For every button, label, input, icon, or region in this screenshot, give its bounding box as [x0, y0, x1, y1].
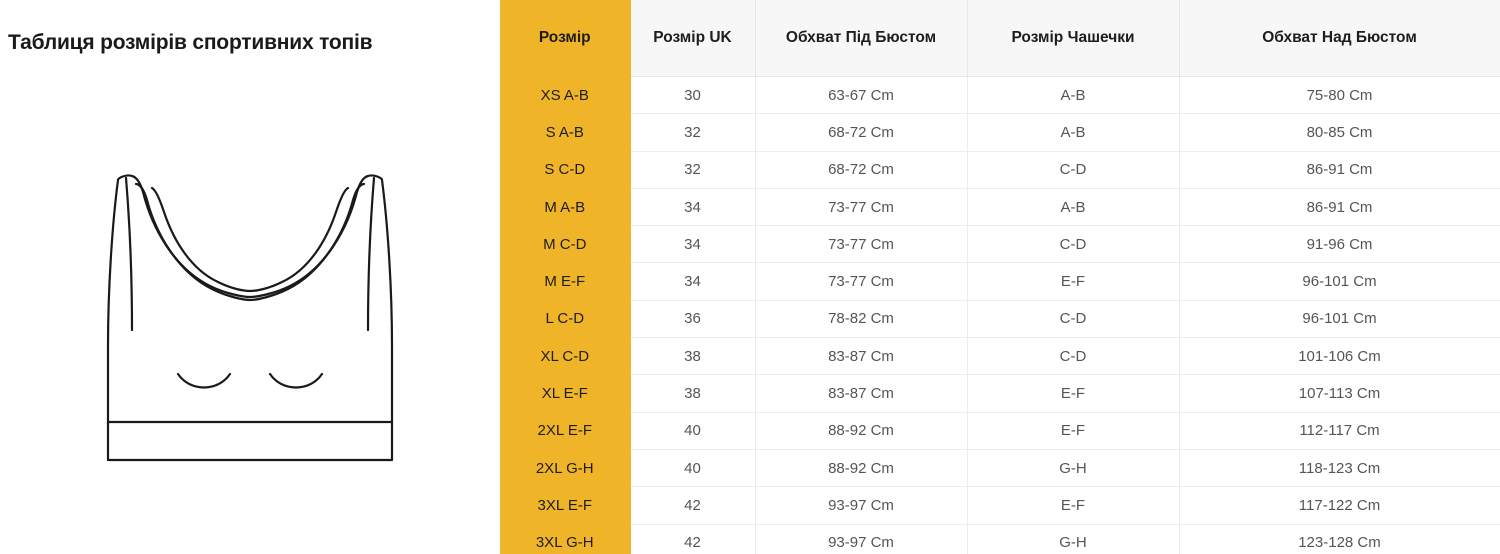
page-title: Таблиця розмірів спортивних топів: [8, 31, 373, 54]
cell-size: M C-D: [500, 226, 630, 263]
cell-cup-size: E-F: [967, 487, 1179, 524]
cell-size: 2XL E-F: [500, 412, 630, 449]
cell-underbust: 83-87 Cm: [755, 338, 967, 375]
cell-size: S A-B: [500, 114, 630, 151]
table-row: [500, 375, 1500, 412]
cell-uk-size: 40: [630, 412, 755, 449]
cell-cup-size: C-D: [967, 226, 1179, 263]
column-header-cup-size: Розмір Чашечки: [967, 0, 1179, 77]
cell-uk-size: 34: [630, 188, 755, 225]
cell-uk-size: 32: [630, 151, 755, 188]
cell-overbust: 107-113 Cm: [1179, 375, 1500, 412]
table-row: [500, 412, 1500, 449]
cell-underbust: 93-97 Cm: [755, 487, 967, 524]
cell-underbust: 93-97 Cm: [755, 524, 967, 554]
table-row: [500, 487, 1500, 524]
cell-size: M A-B: [500, 188, 630, 225]
size-table-container: [500, 0, 1500, 554]
cell-overbust: 117-122 Cm: [1179, 487, 1500, 524]
cell-overbust: 96-101 Cm: [1179, 300, 1500, 337]
cell-overbust: 101-106 Cm: [1179, 338, 1500, 375]
table-row: [500, 263, 1500, 300]
cell-uk-size: 34: [630, 263, 755, 300]
cell-cup-size: C-D: [967, 338, 1179, 375]
table-row: [500, 338, 1500, 375]
cell-overbust: 91-96 Cm: [1179, 226, 1500, 263]
cell-overbust: 112-117 Cm: [1179, 412, 1500, 449]
table-body: [500, 77, 1500, 554]
cell-size: L C-D: [500, 300, 630, 337]
cell-underbust: 73-77 Cm: [755, 226, 967, 263]
table-row: [500, 77, 1500, 114]
cell-size: 2XL G-H: [500, 449, 630, 486]
size-table: [500, 0, 1500, 554]
cell-uk-size: 40: [630, 449, 755, 486]
table-row: [500, 226, 1500, 263]
table-row: [500, 524, 1500, 554]
cell-underbust: 78-82 Cm: [755, 300, 967, 337]
table-row: [500, 300, 1500, 337]
cell-underbust: 63-67 Cm: [755, 77, 967, 114]
cell-underbust: 83-87 Cm: [755, 375, 967, 412]
cell-uk-size: 30: [630, 77, 755, 114]
cell-uk-size: 38: [630, 375, 755, 412]
cell-size: 3XL G-H: [500, 524, 630, 554]
cell-cup-size: E-F: [967, 375, 1179, 412]
cell-size: S C-D: [500, 151, 630, 188]
column-header-uk-size: Розмір UK: [630, 0, 755, 77]
cell-overbust: 86-91 Cm: [1179, 188, 1500, 225]
cell-cup-size: G-H: [967, 449, 1179, 486]
cell-cup-size: E-F: [967, 412, 1179, 449]
cell-uk-size: 34: [630, 226, 755, 263]
cell-size: M E-F: [500, 263, 630, 300]
sports-bra-illustration: [40, 130, 460, 540]
cell-overbust: 80-85 Cm: [1179, 114, 1500, 151]
cell-size: XL E-F: [500, 375, 630, 412]
cell-cup-size: C-D: [967, 300, 1179, 337]
cell-underbust: 68-72 Cm: [755, 114, 967, 151]
table-header-row: [500, 0, 1500, 77]
table-row: [500, 449, 1500, 486]
column-header-overbust: Обхват Над Бюстом: [1179, 0, 1500, 77]
table-row: [500, 188, 1500, 225]
cell-size: XS A-B: [500, 77, 630, 114]
column-header-underbust: Обхват Під Бюстом: [755, 0, 967, 77]
cell-overbust: 123-128 Cm: [1179, 524, 1500, 554]
table-header: [500, 0, 1500, 77]
cell-underbust: 68-72 Cm: [755, 151, 967, 188]
left-panel: [0, 0, 500, 554]
cell-uk-size: 36: [630, 300, 755, 337]
cell-cup-size: A-B: [967, 77, 1179, 114]
cell-size: XL C-D: [500, 338, 630, 375]
cell-underbust: 73-77 Cm: [755, 188, 967, 225]
cell-cup-size: A-B: [967, 114, 1179, 151]
table-row: [500, 114, 1500, 151]
cell-uk-size: 42: [630, 487, 755, 524]
cell-cup-size: A-B: [967, 188, 1179, 225]
cell-uk-size: 32: [630, 114, 755, 151]
cell-cup-size: E-F: [967, 263, 1179, 300]
cell-uk-size: 42: [630, 524, 755, 554]
cell-underbust: 73-77 Cm: [755, 263, 967, 300]
column-header-size: Розмір: [500, 0, 630, 77]
cell-underbust: 88-92 Cm: [755, 412, 967, 449]
cell-underbust: 88-92 Cm: [755, 449, 967, 486]
cell-overbust: 86-91 Cm: [1179, 151, 1500, 188]
cell-overbust: 118-123 Cm: [1179, 449, 1500, 486]
cell-overbust: 75-80 Cm: [1179, 77, 1500, 114]
cell-cup-size: C-D: [967, 151, 1179, 188]
cell-cup-size: G-H: [967, 524, 1179, 554]
cell-overbust: 96-101 Cm: [1179, 263, 1500, 300]
cell-uk-size: 38: [630, 338, 755, 375]
cell-size: 3XL E-F: [500, 487, 630, 524]
table-row: [500, 151, 1500, 188]
